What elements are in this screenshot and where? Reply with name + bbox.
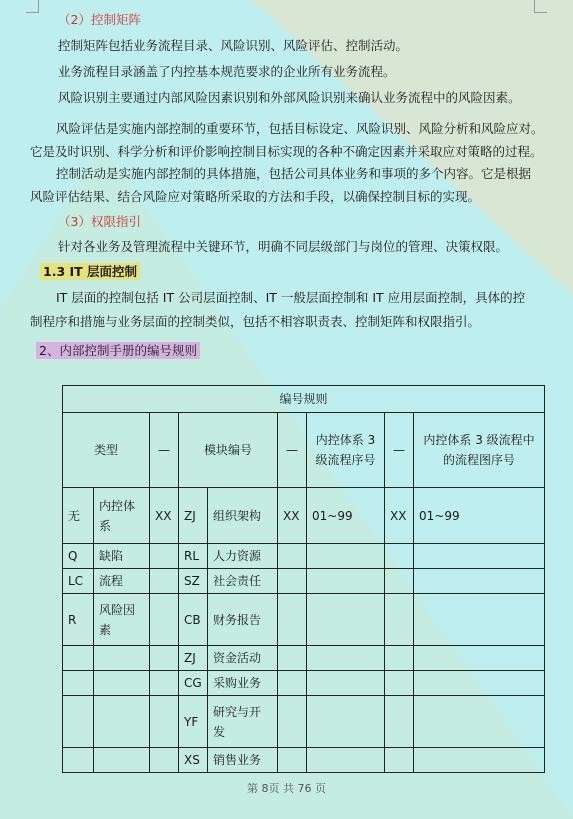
table-row bbox=[63, 569, 545, 594]
cell-module-code: ZJ bbox=[179, 646, 208, 671]
cell-separator bbox=[150, 671, 179, 696]
cell-separator bbox=[150, 594, 179, 646]
cell-type-name bbox=[94, 671, 150, 696]
cell-module-name: 财务报告 bbox=[208, 594, 278, 646]
paragraph: 业务流程目录涵盖了内控基本规范要求的企业所有业务流程。 bbox=[58, 64, 396, 79]
paragraph: 风险识别主要通过内部风险因素识别和外部风险识别来确认业务流程中的风险因素。 bbox=[58, 90, 521, 105]
table-row bbox=[63, 488, 545, 544]
paragraph: 控制活动是实施内部控制的具体措施，包括公司具体业务和事项的多个内容。它是根据 bbox=[56, 166, 532, 181]
cell-module-code: SZ bbox=[179, 569, 208, 594]
table-row bbox=[63, 748, 545, 773]
cell-separator bbox=[278, 594, 307, 646]
cell-seq: 01~99 bbox=[307, 488, 385, 544]
cell-separator bbox=[278, 569, 307, 594]
paragraph: 制程序和措施与业务层面的控制类似，包括不相容职责表、控制矩阵和权限指引。 bbox=[30, 314, 481, 329]
table-row bbox=[63, 671, 545, 696]
cell-separator bbox=[150, 696, 179, 748]
cell-type-name bbox=[94, 748, 150, 773]
cell-seq bbox=[414, 748, 545, 773]
cell-module-name: 销售业务 bbox=[208, 748, 278, 773]
cell-seq bbox=[414, 696, 545, 748]
paragraph: 它是及时识别、科学分析和评价影响控制目标实现的各种不确定因素并采取应对策略的过程。 bbox=[30, 144, 543, 159]
header-type: 类型 bbox=[63, 413, 150, 488]
numbering-rules-table bbox=[62, 385, 545, 773]
heading-it-level-text: 1.3 IT 层面控制 bbox=[40, 263, 140, 280]
cell-separator bbox=[278, 544, 307, 569]
cell-separator bbox=[278, 748, 307, 773]
cell-separator bbox=[385, 696, 414, 748]
header-dash: — bbox=[150, 413, 179, 488]
heading-control-matrix: （2）控制矩阵 bbox=[58, 12, 141, 27]
cell-seq bbox=[307, 594, 385, 646]
cell-separator bbox=[278, 646, 307, 671]
cell-module-name: 研究与开发 bbox=[208, 696, 278, 748]
table-row bbox=[63, 544, 545, 569]
cell-module-code: RL bbox=[179, 544, 208, 569]
heading-numbering-text: 2、内部控制手册的编号规则 bbox=[36, 342, 200, 359]
cell-type-code: 无 bbox=[63, 488, 94, 544]
cell-module-code: XS bbox=[179, 748, 208, 773]
cell-separator bbox=[150, 748, 179, 773]
paragraph: 控制矩阵包括业务流程目录、风险识别、风险评估、控制活动。 bbox=[58, 38, 409, 53]
header-level3: 内控体系 3 级流程序号 bbox=[307, 413, 385, 488]
heading-numbering bbox=[0, 339, 573, 363]
cell-type-code bbox=[63, 646, 94, 671]
cell-seq: 01~99 bbox=[414, 488, 545, 544]
cell-seq bbox=[307, 646, 385, 671]
table-row bbox=[63, 646, 545, 671]
cell-seq bbox=[414, 544, 545, 569]
table-title: 编号规则 bbox=[63, 386, 545, 413]
cell-module-name: 资金活动 bbox=[208, 646, 278, 671]
cell-separator bbox=[278, 696, 307, 748]
header-dash: — bbox=[385, 413, 414, 488]
cell-seq bbox=[414, 594, 545, 646]
cell-module-code: ZJ bbox=[179, 488, 208, 544]
cell-type-name: 流程 bbox=[94, 569, 150, 594]
cell-seq bbox=[307, 696, 385, 748]
cell-separator bbox=[385, 748, 414, 773]
cell-separator bbox=[385, 594, 414, 646]
cell-type-code bbox=[63, 748, 94, 773]
cell-seq bbox=[307, 544, 385, 569]
cell-seq bbox=[307, 671, 385, 696]
cell-type-code bbox=[63, 696, 94, 748]
header-chart: 内控体系 3 级流程中的流程图序号 bbox=[414, 413, 545, 488]
cell-separator bbox=[150, 569, 179, 594]
cell-separator: XX bbox=[385, 488, 414, 544]
heading-it-level bbox=[0, 260, 573, 284]
cell-type-code: Q bbox=[63, 544, 94, 569]
table-row bbox=[63, 696, 545, 748]
cell-separator: XX bbox=[278, 488, 307, 544]
page-number-footer: 第 8页 共 76 页 bbox=[247, 782, 326, 795]
cell-module-code: YF bbox=[179, 696, 208, 748]
cell-module-name: 人力资源 bbox=[208, 544, 278, 569]
cell-separator bbox=[150, 544, 179, 569]
cell-type-name bbox=[94, 696, 150, 748]
cell-module-name: 采购业务 bbox=[208, 671, 278, 696]
cell-type-code bbox=[63, 671, 94, 696]
cell-type-code: LC bbox=[63, 569, 94, 594]
heading-authority: （3）权限指引 bbox=[58, 214, 141, 229]
paragraph: 针对各业务及管理流程中关键环节，明确不同层级部门与岗位的管理、决策权限。 bbox=[58, 239, 509, 254]
cell-seq bbox=[307, 569, 385, 594]
cell-type-name: 缺陷 bbox=[94, 544, 150, 569]
cell-separator bbox=[278, 671, 307, 696]
header-module: 模块编号 bbox=[179, 413, 278, 488]
cell-seq bbox=[414, 646, 545, 671]
cell-type-name: 内控体系 bbox=[94, 488, 150, 544]
cell-seq bbox=[414, 671, 545, 696]
cell-separator: XX bbox=[150, 488, 179, 544]
cell-seq bbox=[414, 569, 545, 594]
cell-module-code: CG bbox=[179, 671, 208, 696]
cell-separator bbox=[150, 646, 179, 671]
cell-separator bbox=[385, 646, 414, 671]
paragraph: 风险评估结果、结合风险应对策略所采取的方法和手段，以确保控制目标的实现。 bbox=[30, 189, 481, 204]
cell-type-name bbox=[94, 646, 150, 671]
cell-module-name: 社会责任 bbox=[208, 569, 278, 594]
paragraph: 风险评估是实施内部控制的重要环节，包括目标设定、风险识别、风险分析和风险应对。 bbox=[56, 121, 544, 136]
cell-module-name: 组织架构 bbox=[208, 488, 278, 544]
cell-separator bbox=[385, 671, 414, 696]
cell-type-code: R bbox=[63, 594, 94, 646]
cell-module-code: CB bbox=[179, 594, 208, 646]
cell-separator bbox=[385, 544, 414, 569]
cell-type-name: 风险因素 bbox=[94, 594, 150, 646]
cell-seq bbox=[307, 748, 385, 773]
header-dash: — bbox=[278, 413, 307, 488]
cell-separator bbox=[385, 569, 414, 594]
paragraph: IT 层面的控制包括 IT 公司层面控制、IT 一般层面控制和 IT 应用层面控制，具体的控 bbox=[56, 290, 526, 305]
table-row bbox=[63, 594, 545, 646]
